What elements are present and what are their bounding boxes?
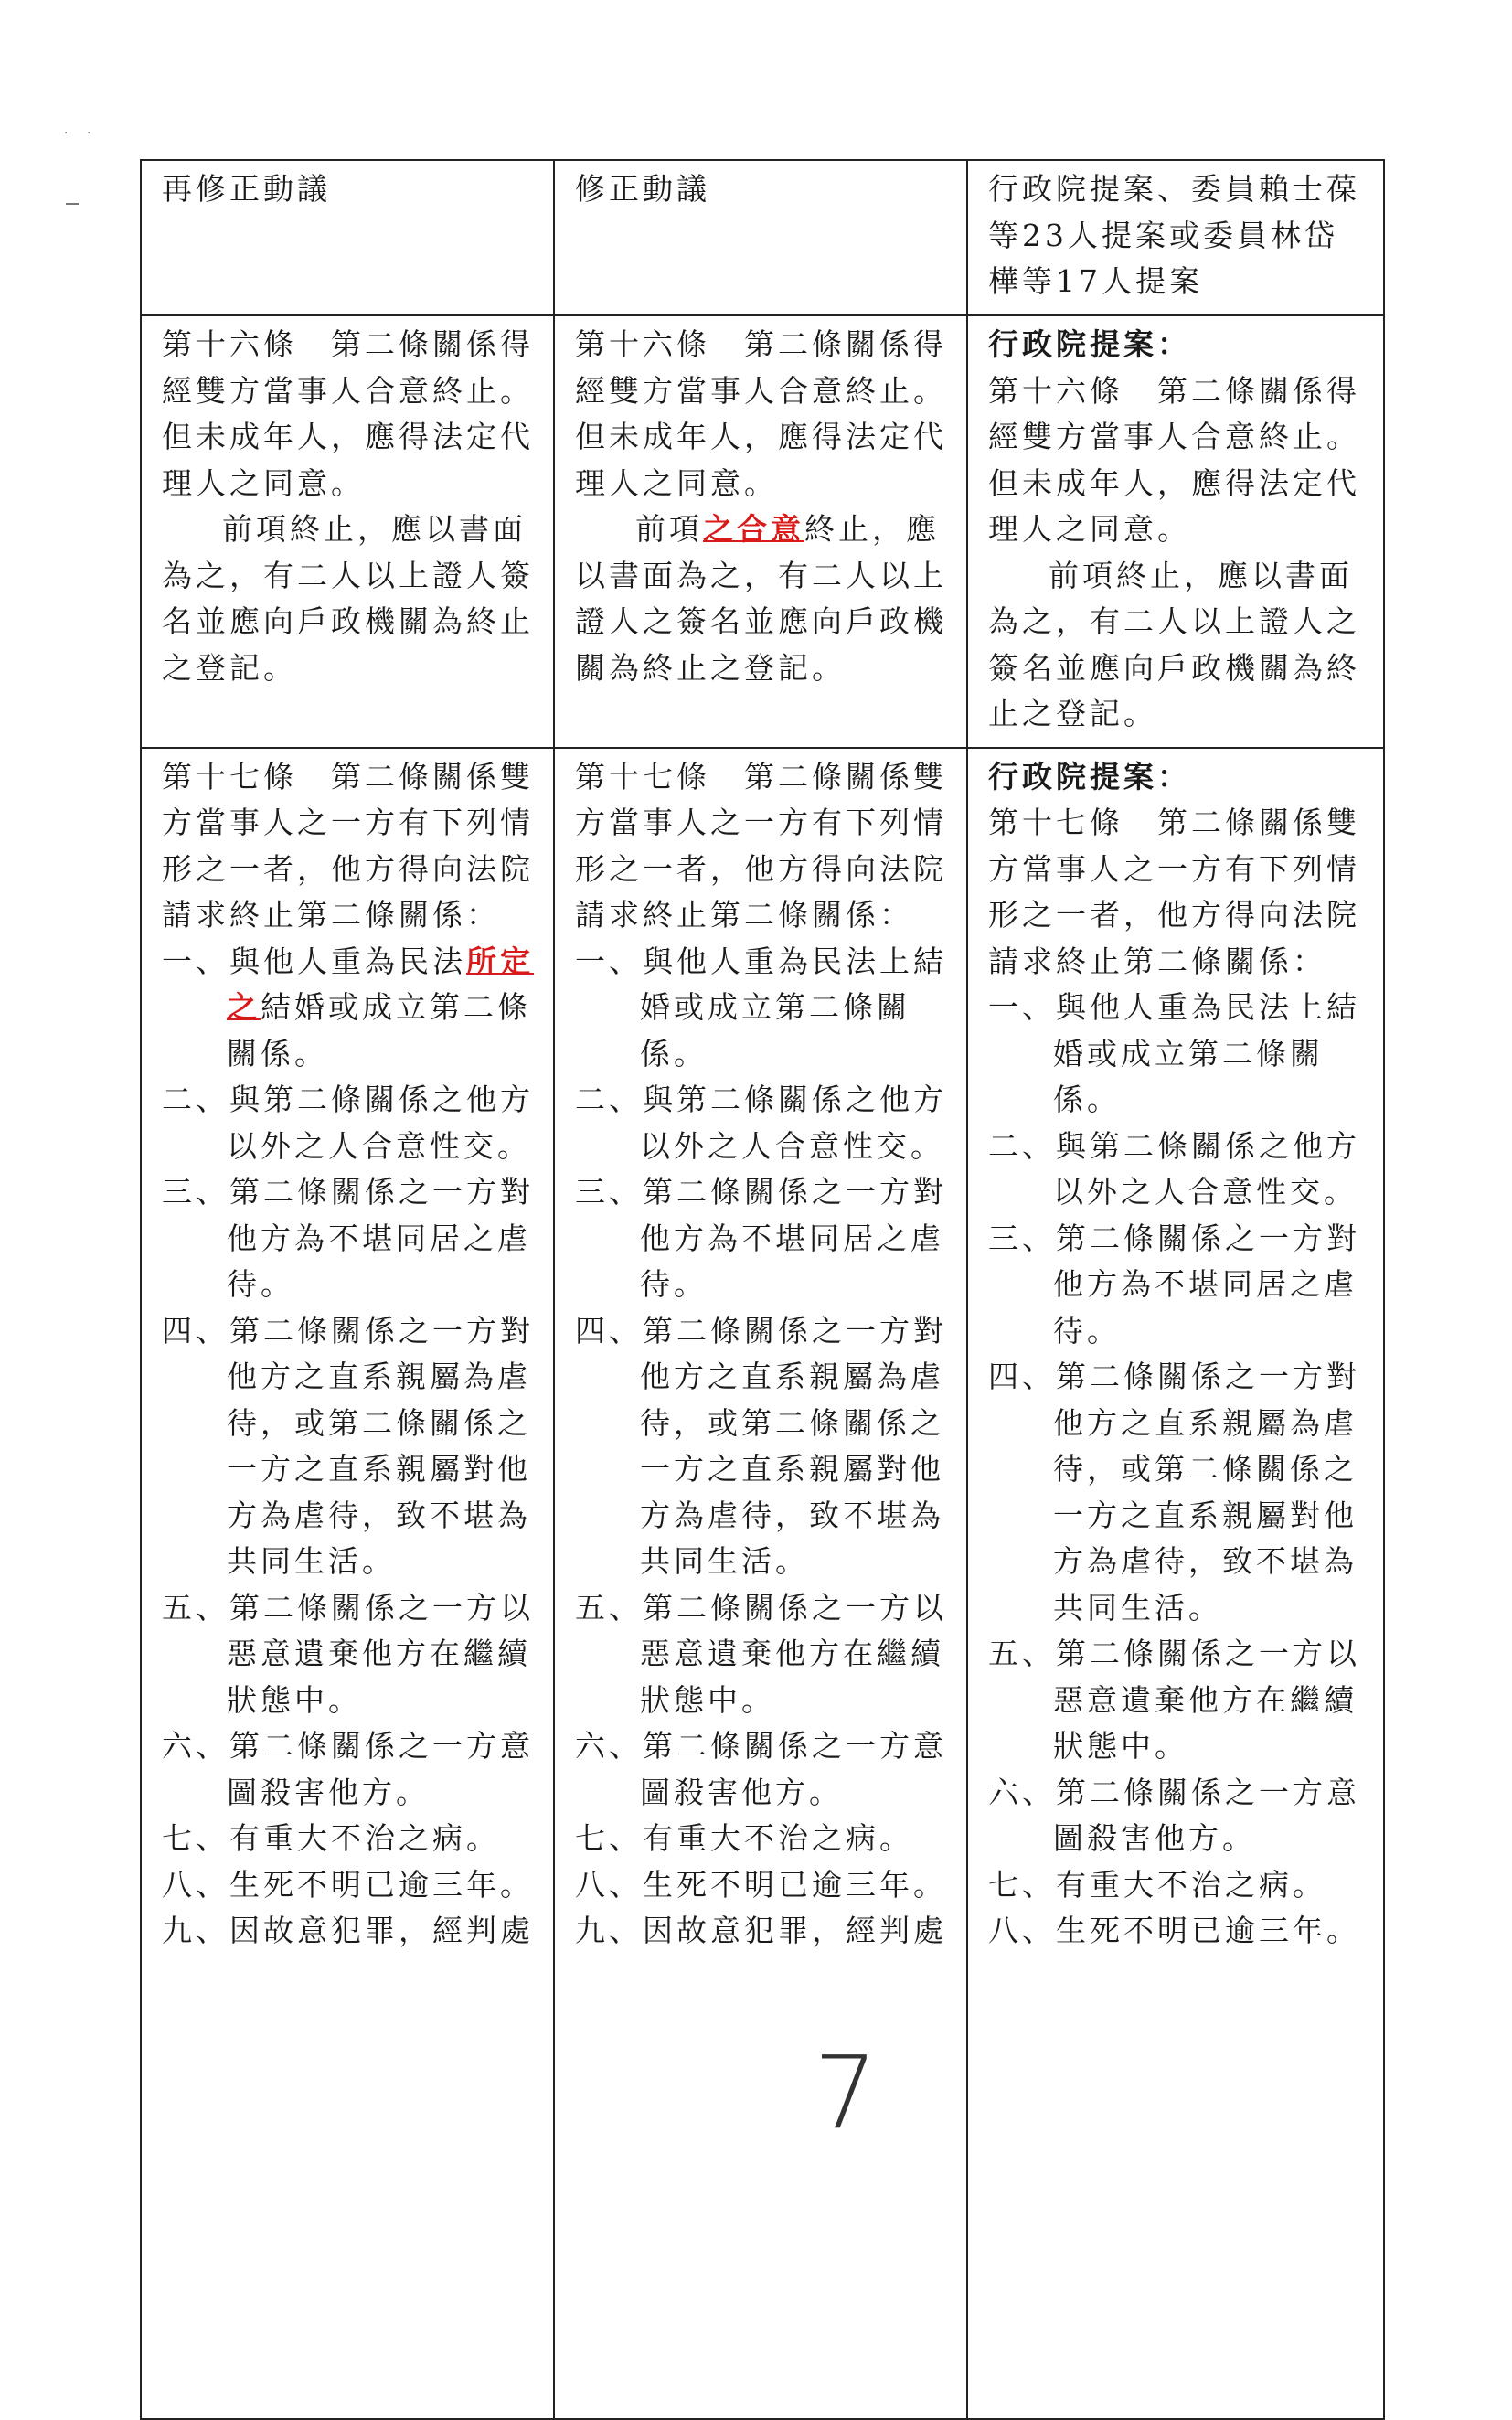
article-text: 前項之合意終止，應以書面為之，有二人以上證人之簽名並應向戶政機關為終止之登記。 [575, 511, 947, 686]
article-17-reamendment [141, 748, 554, 2419]
list-item: 五、第二條關係之一方以惡意遺棄他方在繼續狀態中。 [162, 1589, 534, 1718]
list-item: 五、第二條關係之一方以惡意遺棄他方在繼續狀態中。 [988, 1636, 1360, 1764]
article-text: 第十七條 第二條關係雙方當事人之一方有下列情形之一者，他方得向法院請求終止第二條關係： [162, 758, 534, 933]
article-17-row [141, 748, 1384, 2419]
article-text: 第十七條 第二條關係雙方當事人之一方有下列情形之一者，他方得向法院請求終止第二條關係： [988, 805, 1360, 979]
list-item: 三、第二條關係之一方對他方為不堪同居之虐待。 [575, 1174, 947, 1302]
scan-speck: · · [64, 126, 99, 141]
proposal-label: 行政院提案： [988, 758, 1191, 794]
article-17-executive [967, 748, 1384, 2419]
list-item: 六、第二條關係之一方意圖殺害他方。 [575, 1728, 947, 1810]
article-text: 第十六條 第二條關係得經雙方當事人合意終止。但未成年人，應得法定代理人之同意。 [162, 326, 534, 501]
article-17-amendment [554, 748, 967, 2419]
list-item: 一、與他人重為民法上結婚或成立第二條關係。 [575, 943, 947, 1071]
list-item: 八、生死不明已逾三年。 [162, 1866, 534, 1903]
article-text: 第十六條 第二條關係得經雙方當事人合意終止。但未成年人，應得法定代理人之同意。 [575, 326, 947, 501]
list-item: 四、第二條關係之一方對他方之直系親屬為虐待，或第二條關係之一方之直系親屬對他方為虐待，致不堪為共同生活。 [575, 1312, 947, 1579]
amended-text: 所定之 [226, 943, 534, 1025]
header-executive-proposal: 行政院提案、委員賴士葆等23人提案或委員林岱樺等17人提案 [967, 160, 1384, 315]
list-item: 七、有重大不治之病。 [575, 1820, 913, 1856]
article-16-amendment [554, 315, 967, 748]
list-item: 二、與第二條關係之他方以外之人合意性交。 [988, 1127, 1360, 1210]
article-text: 第十七條 第二條關係雙方當事人之一方有下列情形之一者，他方得向法院請求終止第二條關係： [575, 758, 947, 933]
list-item: 二、與第二條關係之他方以外之人合意性交。 [162, 1082, 534, 1164]
amended-text: 之合意 [703, 511, 804, 547]
article-16-reamendment [141, 315, 554, 748]
list-item: 六、第二條關係之一方意圖殺害他方。 [162, 1728, 534, 1810]
list-item: 二、與第二條關係之他方以外之人合意性交。 [575, 1082, 947, 1164]
list-item: 九、因故意犯罪，經判處 [575, 1913, 947, 1948]
list-item: 六、第二條關係之一方意圖殺害他方。 [988, 1774, 1360, 1856]
list-item: 八、生死不明已逾三年。 [575, 1866, 947, 1903]
scan-mark [66, 203, 79, 205]
list-item: 四、第二條關係之一方對他方之直系親屬為虐待，或第二條關係之一方之直系親屬對他方為虐待，致不堪為共同生活。 [988, 1359, 1360, 1626]
article-16-row [141, 315, 1384, 748]
proposal-label: 行政院提案： [988, 326, 1191, 362]
comparison-table [140, 159, 1385, 2420]
list-item: 九、因故意犯罪，經判處 [162, 1913, 534, 1948]
list-item: 七、有重大不治之病。 [162, 1820, 500, 1856]
article-text: 第十六條 第二條關係得經雙方當事人合意終止。但未成年人，應得法定代理人之同意。 [988, 372, 1360, 547]
header-reamendment: 再修正動議 [141, 160, 554, 315]
list-item: 七、有重大不治之病。 [988, 1866, 1326, 1903]
list-item: 一、與他人重為民法上結婚或成立第二條關係。 [988, 989, 1360, 1117]
article-text: 前項終止，應以書面為之，有二人以上證人之簽名並應向戶政機關為終止之登記。 [988, 557, 1360, 731]
list-item: 三、第二條關係之一方對他方為不堪同居之虐待。 [988, 1220, 1360, 1349]
list-item: 四、第二條關係之一方對他方之直系親屬為虐待，或第二條關係之一方之直系親屬對他方為虐待，致不堪為共同生活。 [162, 1312, 534, 1579]
page-number: 7 [814, 2034, 878, 2151]
list-item: 一、與他人重為民法所定之結婚或成立第二條關係。 [162, 943, 534, 1071]
list-item: 三、第二條關係之一方對他方為不堪同居之虐待。 [162, 1174, 534, 1302]
list-item: 八、生死不明已逾三年。 [988, 1913, 1360, 1948]
article-16-executive [967, 315, 1384, 748]
header-amendment: 修正動議 [554, 160, 967, 315]
header-row [141, 160, 1384, 315]
article-text: 前項終止，應以書面為之，有二人以上證人簽名並應向戶政機關為終止之登記。 [162, 511, 534, 686]
list-item: 五、第二條關係之一方以惡意遺棄他方在繼續狀態中。 [575, 1589, 947, 1718]
